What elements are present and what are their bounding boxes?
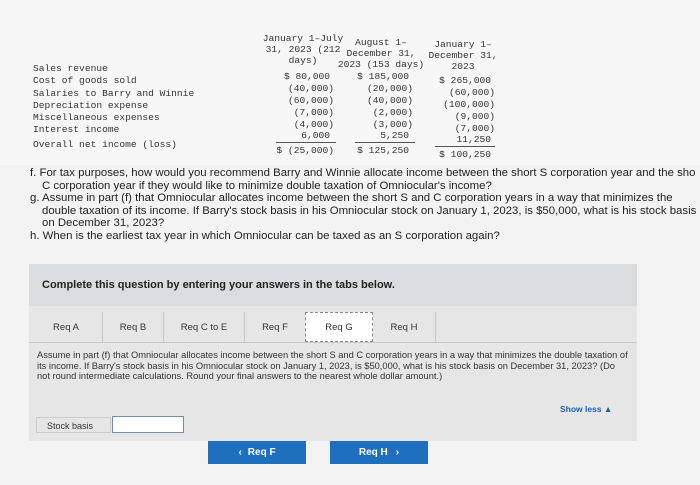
row-label-salaries: Salaries to Barry and Winnie: [33, 88, 195, 99]
next-button-label: Req H: [358, 447, 388, 458]
cell: (7,000): [454, 123, 495, 134]
header-col1: [262, 33, 344, 66]
chevron-left-icon: ‹: [238, 447, 242, 458]
total-rule-col3: [435, 146, 495, 147]
cell: $ 125,250: [357, 145, 409, 156]
header-col2: [335, 37, 427, 70]
tab-divider: [29, 342, 637, 343]
cell: (7,000): [293, 107, 334, 118]
header-col1-line3: days): [288, 55, 318, 66]
question-g-line1: g. Assume in part (f) that Omniocular allocates income between the short S and C corporation years in a way that minimizes the: [30, 192, 673, 205]
row-label-sales: Sales revenue: [33, 63, 108, 74]
income-table: [0, 0, 700, 165]
row-label-net-income: Overall net income (loss): [33, 139, 177, 150]
show-less-link[interactable]: Show less ▲: [560, 404, 613, 414]
header-col1-line1: January 1–July: [262, 33, 344, 44]
header-col3: [425, 39, 501, 72]
tab-req-g[interactable]: Req G: [305, 312, 373, 342]
row-label-cogs: Cost of goods sold: [33, 75, 137, 86]
cell: $ 100,250: [439, 149, 491, 160]
row-label-misc: Miscellaneous expenses: [33, 112, 160, 123]
cell: (60,000): [448, 87, 495, 98]
header-col3-line2: December 31,: [428, 50, 498, 61]
cell: (3,000): [372, 119, 413, 130]
question-g-line3: on December 31, 2023?: [42, 217, 165, 230]
assumption-text: [37, 350, 629, 382]
cell: (40,000): [366, 95, 413, 106]
cell: (4,000): [293, 119, 334, 130]
row-label-interest: Interest income: [33, 124, 120, 135]
cell: (60,000): [287, 95, 334, 106]
chevron-right-icon: ›: [395, 447, 400, 458]
prev-req-f-button[interactable]: [208, 441, 306, 464]
stock-basis-input[interactable]: [112, 416, 184, 433]
question-g-line2: double taxation of its income. If Barry's stock basis in his Omniocular stock on January 1, 2023, is $50,000, what is his stock basis: [42, 204, 697, 217]
header-col2-line1: August 1–: [355, 37, 407, 48]
tab-req-h[interactable]: Req H: [373, 312, 436, 342]
header-col1-line2: 31, 2023 (212: [265, 44, 341, 55]
cell: (40,000): [287, 83, 334, 94]
cell: (9,000): [454, 111, 495, 122]
tab-req-c-to-e[interactable]: Req C to E: [164, 312, 245, 342]
rounding-note: (Do not round intermediate calculations. Round your final answers to the nearest whole dollar amount.): [37, 360, 615, 382]
stock-basis-label: Stock basis: [36, 417, 111, 433]
header-col2-line3: 2023 (153 days): [337, 59, 425, 70]
total-rule-col2: [355, 142, 415, 143]
question-f-line1: f. For tax purposes, how would you recommend Barry and Winnie allocate income between the short S corporation year and the sho: [30, 167, 696, 179]
tab-req-b[interactable]: Req B: [103, 312, 164, 342]
instruction-banner: [29, 264, 637, 308]
total-rule-col1: [276, 142, 336, 143]
cell: $ 265,000: [439, 75, 491, 86]
question-h-line1: h. When is the earliest tax year in which Omniocular can be taxed as an S corporation again?: [30, 229, 500, 242]
cell: (2,000): [372, 107, 413, 118]
tab-req-a[interactable]: Req A: [30, 312, 103, 342]
header-col3-line1: January 1–: [434, 39, 492, 50]
header-col3-line3: 2023: [451, 61, 475, 72]
assumption-main: Assume in part (f) that Omniocular allocates income between the short S and C corporation years in a way that minimizes the double taxation of its income. If Barry's stock basis in his Omniocular stock on January 1, 2023, is $50,000, what is his stock basis on December 31, 2023?: [37, 350, 628, 371]
cell: $ 185,000: [357, 71, 409, 82]
question-f-line2: C corporation year if they would like to minimize double taxation of Omniocular's income?: [42, 179, 492, 192]
tab-req-f[interactable]: Req F: [245, 312, 306, 342]
next-req-h-button[interactable]: [330, 441, 428, 464]
prev-button-label: Req F: [247, 447, 276, 458]
header-col2-line2: December 31,: [346, 48, 416, 59]
cell: 11,250: [456, 134, 491, 145]
cell: $ (25,000): [276, 145, 334, 156]
cell: 6,000: [301, 130, 330, 141]
row-label-depreciation: Depreciation expense: [33, 100, 149, 111]
cell: (100,000): [443, 99, 495, 110]
instruction-text: Complete this question by entering your answers in the tabs below.: [42, 279, 395, 291]
cell: (20,000): [366, 83, 413, 94]
cell: 5,250: [380, 130, 409, 141]
question-text: [30, 167, 695, 243]
cell: $ 80,000: [283, 71, 330, 82]
